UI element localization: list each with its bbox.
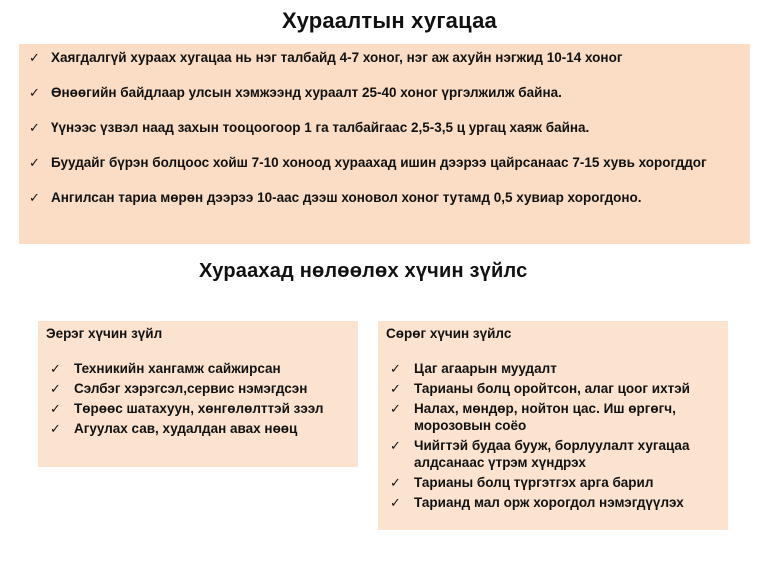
list-item-text: Тарианы болц түргэтгэх арга барил	[414, 475, 654, 490]
checkmark-icon: ✓	[50, 361, 61, 376]
list-item-text: Цаг агаарын муудалт	[414, 361, 557, 376]
list-item	[29, 154, 740, 171]
harvest-timing-panel	[19, 44, 750, 244]
list-item-text: Чийгтэй будаа бууж, борлуулалт хугацаа алдсанаас үтрэм хүндрэх	[414, 438, 690, 470]
checkmark-icon: ✓	[390, 438, 401, 453]
list-item	[386, 380, 720, 397]
negative-factors-panel	[378, 321, 728, 530]
list-item	[386, 437, 720, 471]
list-item-text: Тарианд мал орж хорогдол нэмэгдүүлэх	[414, 495, 684, 510]
negative-factors-heading: Сөрөг хүчин зүйлс	[386, 326, 512, 341]
checkmark-icon: ✓	[29, 120, 40, 135]
harvest-timing-list	[29, 49, 740, 206]
positive-factors-panel	[38, 321, 358, 467]
checkmark-icon: ✓	[50, 401, 61, 416]
list-item-text: Төрөөс шатахуун, хөнгөлөлттэй зээл	[74, 401, 324, 416]
list-item	[29, 49, 740, 66]
checkmark-icon: ✓	[390, 361, 401, 376]
list-item-text: Агуулах сав, худалдан авах нөөц	[74, 421, 298, 436]
list-item	[46, 360, 350, 377]
list-item	[29, 189, 740, 206]
list-item-text: Үүнээс үзвэл наад захын тооцоогоор 1 га талбайгаас 2,5-3,5 ц ургац хаяж байна.	[51, 120, 590, 135]
list-item	[386, 400, 720, 434]
list-item	[46, 420, 350, 437]
checkmark-icon: ✓	[390, 381, 401, 396]
list-item	[46, 400, 350, 417]
list-item	[29, 84, 740, 101]
checkmark-icon: ✓	[390, 475, 401, 490]
checkmark-icon: ✓	[390, 401, 401, 416]
list-item	[386, 494, 720, 511]
checkmark-icon: ✓	[29, 190, 40, 205]
list-item-text: Тарианы болц оройтсон, алаг цоог ихтэй	[414, 381, 690, 396]
list-item	[386, 360, 720, 377]
checkmark-icon: ✓	[29, 50, 40, 65]
positive-factors-list	[46, 360, 350, 437]
list-item-text: Буудайг бүрэн болцоос хойш 7-10 хоноод хураахад ишин дээрээ цайрсанаас 7-15 хувь хорогддог	[51, 155, 707, 170]
list-item	[29, 119, 740, 136]
checkmark-icon: ✓	[50, 421, 61, 436]
list-item-text: Сэлбэг хэрэгсэл,сервис нэмэгдсэн	[74, 381, 308, 396]
list-item-text: Налах, мөндөр, нойтон цас. Иш өргөгч, морозовын соёо	[414, 401, 676, 433]
checkmark-icon: ✓	[50, 381, 61, 396]
list-item-text: Өнөөгийн байдлаар улсын хэмжээнд хураалт 25-40 хоног үргэлжилж байна.	[51, 85, 562, 100]
list-item-text: Техникийн хангамж сайжирсан	[74, 361, 281, 376]
list-item-text: Ангилсан тариа мөрөн дээрээ 10-аас дээш хоновол хоног тутамд 0,5 хувиар хорогдоно.	[51, 190, 642, 205]
list-item-text: Хаягдалгүй хураах хугацаа нь нэг талбайд 4-7 хоног, нэг аж ахуйн нэгжид 10-14 хоног	[51, 50, 623, 65]
list-item	[386, 474, 720, 491]
checkmark-icon: ✓	[29, 85, 40, 100]
factors-title: Хураахад нөлөөлөх хүчин зүйлс	[199, 260, 528, 282]
checkmark-icon: ✓	[390, 495, 401, 510]
page-title: Хураалтын хугацаа	[282, 8, 497, 33]
negative-factors-list	[386, 360, 720, 511]
checkmark-icon: ✓	[29, 155, 40, 170]
positive-factors-heading: Эерэг хүчин зүйл	[46, 326, 163, 341]
list-item	[46, 380, 350, 397]
